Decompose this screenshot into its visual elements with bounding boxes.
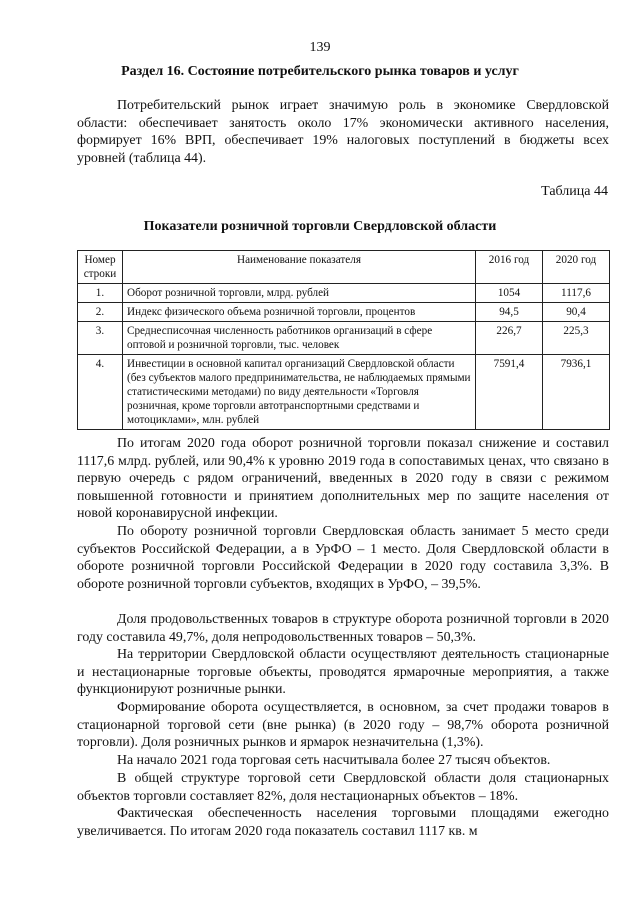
indicator-name: Инвестиции в основной капитал организаций Свердловской области (без субъектов малого предпринимательства, не наблюдаемых прямыми статистическими методами) по виду деятельности «Торговля розничная, кроме торговли автотранспортными средствами и мотоциклами», млн. рублей xyxy=(123,355,476,430)
body-paragraph: В общей структуре торговой сети Свердловской области доля стационарных объектов торговли составляет 82%, доля нестационарных объектов – 18%. xyxy=(77,771,609,804)
section-title: Раздел 16. Состояние потребительского рынка товаров и услуг xyxy=(121,64,519,79)
retail-indicators-table xyxy=(77,250,610,430)
indicator-name: Индекс физического объема розничной торговли, процентов xyxy=(123,303,476,322)
intro-paragraph: Потребительский рынок играет значимую роль в экономике Свердловской области: обеспечивает занятость около 17% экономически активного населения, формирует 16% ВРП, обеспечивает 19% налоговых поступлений в бюджеты всех уровней (таблица 44). xyxy=(77,98,609,166)
body-paragraph: По обороту розничной торговли Свердловская область занимает 5 место среди субъектов Российской Федерации, а в УрФО – 1 место. Доля Свердловской области в обороте розничной торговли Российской Федерации в 2020 году составила 3,3%. В обороте розничной торговли субъектов, входящих в УрФО, – 39,5%. xyxy=(77,524,609,592)
table-row xyxy=(78,284,610,303)
body-paragraph: Доля продовольственных товаров в структуре оборота розничной торговли в 2020 году составила 49,7%, доля непродовольственных товаров – 50,3%. xyxy=(77,612,609,645)
row-number: 4. xyxy=(78,355,123,430)
body-paragraph: По итогам 2020 года оборот розничной торговли показал снижение и составил 1117,6 млрд. рублей, или 90,4% к уровню 2019 года в сопоставимых ценах, что связано в первую очередь с рядом ограничений, введенных в 2020 году в связи с режимом повышенной готовности и принятием дополнительных мер по защите населения от новой коронавирусной инфекции. xyxy=(77,436,609,522)
body-paragraph: Фактическая обеспеченность населения торговыми площадями ежегодно увеличивается. По итогам 2020 года показатель составил 1117 кв. м xyxy=(77,806,609,839)
table-row xyxy=(78,303,610,322)
header-2016: 2016 год xyxy=(476,251,543,284)
header-row-number: Номер строки xyxy=(78,251,123,284)
body-paragraph: На начало 2021 года торговая сеть насчитывала более 27 тысяч объектов. xyxy=(117,753,551,768)
value-2016: 7591,4 xyxy=(476,355,543,430)
row-number: 1. xyxy=(78,284,123,303)
table-label: Таблица 44 xyxy=(541,184,608,199)
value-2020: 1117,6 xyxy=(543,284,610,303)
value-2020: 225,3 xyxy=(543,322,610,355)
indicator-name: Среднесписочная численность работников организаций в сфере оптовой и розничной торговли, тыс. человек xyxy=(123,322,476,355)
value-2020: 90,4 xyxy=(543,303,610,322)
value-2016: 1054 xyxy=(476,284,543,303)
value-2020: 7936,1 xyxy=(543,355,610,430)
header-2020: 2020 год xyxy=(543,251,610,284)
row-number: 3. xyxy=(78,322,123,355)
row-number: 2. xyxy=(78,303,123,322)
table-header-row xyxy=(78,251,610,284)
value-2016: 94,5 xyxy=(476,303,543,322)
header-indicator-name: Наименование показателя xyxy=(123,251,476,284)
table-title: Показатели розничной торговли Свердловской области xyxy=(143,219,497,234)
indicator-name: Оборот розничной торговли, млрд. рублей xyxy=(123,284,476,303)
value-2016: 226,7 xyxy=(476,322,543,355)
body-paragraph: На территории Свердловской области осуществляют деятельность стационарные и нестационарные торговые объекты, проводятся ярмарочные мероприятия, а также функционируют розничные рынки. xyxy=(77,647,609,698)
table-row xyxy=(78,355,610,430)
page-number: 139 xyxy=(309,40,331,55)
table-row xyxy=(78,322,610,355)
body-paragraph: Формирование оборота осуществляется, в основном, за счет продажи товаров в стационарной торговой сети (вне рынка) (в 2020 году – 98,7% оборота розничной торговли). Доля розничных рынков и ярмарок незначительна (1,3%). xyxy=(77,700,609,751)
